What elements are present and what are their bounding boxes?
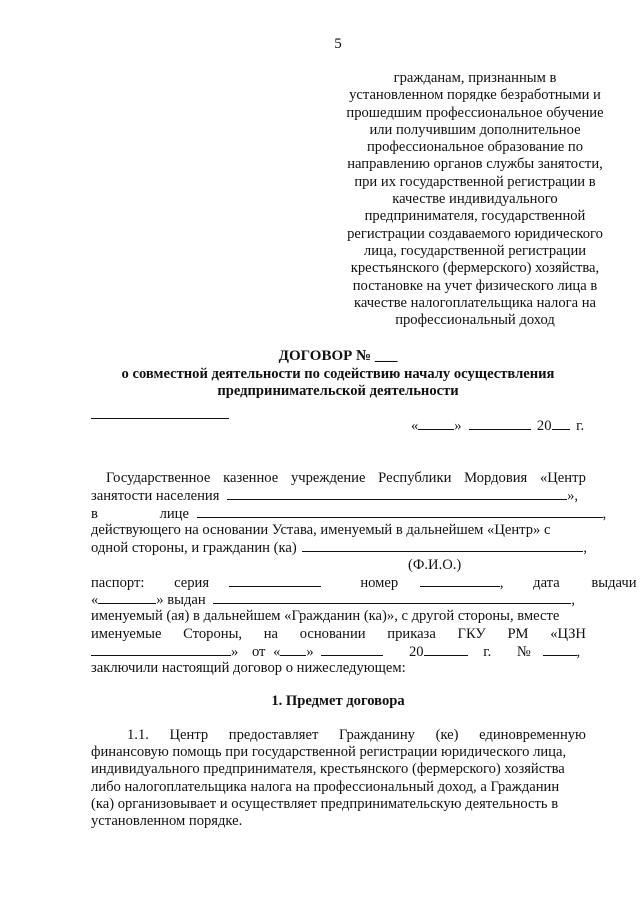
preamble-line-4: действующего на основании Устава, именуемый в дальнейшем «Центр» с <box>91 522 551 538</box>
header-line: при их государственной регистрации в <box>354 173 596 190</box>
preamble-line-11: заключили настоящий договор о нижеследующем: <box>91 660 406 676</box>
preamble-line-5: одной стороны, и гражданин (ка) , <box>91 540 587 556</box>
preamble-line-1: Государственное казенное учреждение Республики Мордовия «Центр <box>106 470 586 486</box>
contract-title: ДОГОВОР № ___ <box>278 348 398 364</box>
header-line: профессиональное образование по <box>366 139 584 156</box>
header-line: крестьянского (фермерского) хозяйства, <box>350 260 600 277</box>
page-number: 5 <box>334 36 342 52</box>
date-line: « » 20 г. <box>411 418 585 434</box>
preamble-line-9: именуемые Стороны, на основании приказа ГКУ РМ «ЦЗН <box>91 626 586 642</box>
header-line: направлению органов службы занятости, <box>347 156 603 173</box>
header-line: гражданам, признанным в <box>393 70 557 86</box>
clause-1-1-line-4: либо налогоплательщика налога на профессиональный доход, а Гражданин <box>91 779 560 795</box>
preamble-line-8: именуемый (ая) в дальнейшем «Гражданин (ка)», с другой стороны, вместе <box>91 608 560 624</box>
section-1-title: 1. Предмет договора <box>271 693 405 709</box>
fio-caption: (Ф.И.О.) <box>408 557 462 573</box>
preamble-line-10: » от « » 20 г. № , <box>91 643 580 661</box>
header-line: лица, государственной регистрации <box>363 242 587 259</box>
contract-subtitle-2: предпринимательской деятельности <box>217 383 459 399</box>
preamble-line-3: в лице , <box>91 506 607 522</box>
header-line: профессиональный доход <box>395 312 555 329</box>
preamble-line-2: занятости населения », <box>91 488 579 504</box>
preamble-line-7: « » выдан , <box>91 592 575 608</box>
header-line: установленном порядке безработными и <box>349 87 601 104</box>
header-line: качестве индивидуального <box>392 191 558 208</box>
clause-1-1-line-5: (ка) организовывает и осуществляет предпринимательскую деятельность в <box>91 796 559 812</box>
header-line: прошедшим профессиональное обучение <box>346 104 604 121</box>
header-line: постановке на учет физического лица в <box>352 277 598 294</box>
clause-1-1-line-1: 1.1. Центр предоставляет Гражданину (ке) единовременную <box>127 727 586 743</box>
contract-subtitle-1: о совместной деятельности по содействию началу осуществления <box>121 366 555 382</box>
header-line: или получившим дополнительное <box>369 121 581 138</box>
clause-1-1-line-2: финансовую помощь при государственной регистрации юридического лица, <box>91 744 567 760</box>
preamble-line-6: паспорт: серия номер , дата выдачи <box>91 575 637 591</box>
header-line: качестве налогоплательщика налога на <box>353 294 597 311</box>
place-blank <box>91 418 229 419</box>
header-line: предпринимателя, государственной <box>364 208 586 225</box>
clause-1-1-line-6: установленном порядке. <box>91 813 243 829</box>
clause-1-1-line-3: индивидуального предпринимателя, крестьянского (фермерского) хозяйства <box>91 761 565 777</box>
approval-header <box>300 70 640 329</box>
header-line: регистрации создаваемого юридического <box>347 225 603 242</box>
